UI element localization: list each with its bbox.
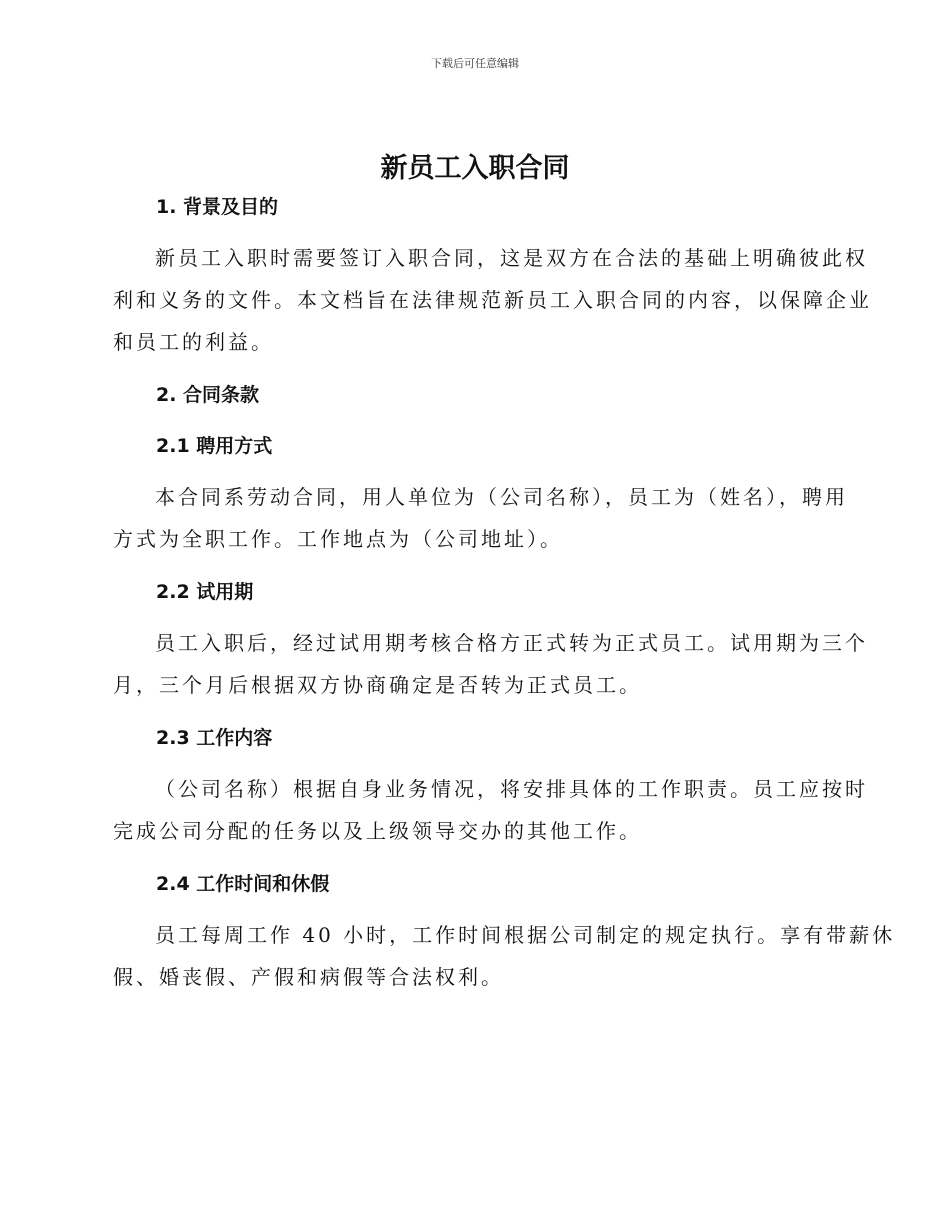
section-heading-job-content: 2.3 工作内容: [156, 727, 273, 749]
paragraph-line: 和员工的利益。: [113, 330, 274, 354]
paragraph-line: （公司名称）根据自身业务情况，将安排具体的工作职责。员工应按时: [155, 777, 868, 801]
section-heading-employment-method: 2.1 聘用方式: [156, 435, 273, 457]
section-paragraph-background: [113, 237, 872, 363]
section-heading-background: 1. 背景及目的: [156, 196, 279, 218]
section-paragraph-probation: [113, 622, 868, 706]
document-title: 新员工入职合同: [380, 153, 570, 184]
paragraph-line: 员工入职后，经过试用期考核合格方正式转为正式员工。试用期为三个: [155, 631, 868, 655]
paragraph-line: 假、婚丧假、产假和病假等合法权利。: [113, 965, 504, 989]
paragraph-line: 员工每周工作 40 小时，工作时间根据公司制定的规定执行。享有带薪休: [155, 923, 896, 947]
section-paragraph-job-content: [113, 768, 868, 852]
paragraph-line: 方式为全职工作。工作地点为（公司地址）。: [113, 527, 563, 551]
paragraph-line: 本合同系劳动合同，用人单位为（公司名称），员工为（姓名），聘用: [155, 485, 848, 509]
header-note: 下载后可任意编辑: [431, 57, 519, 70]
paragraph-line: 新员工入职时需要签订入职合同，这是双方在合法的基础上明确彼此权: [155, 246, 868, 270]
section-heading-contract-terms: 2. 合同条款: [156, 384, 260, 406]
paragraph-line: 月，三个月后根据双方协商确定是否转为正式员工。: [113, 673, 642, 697]
paragraph-line: 利和义务的文件。本文档旨在法律规范新员工入职合同的内容，以保障企业: [113, 288, 872, 312]
section-paragraph-working-hours: [113, 914, 896, 998]
section-paragraph-employment-method: [113, 476, 848, 560]
section-heading-probation: 2.2 试用期: [156, 581, 254, 603]
paragraph-line: 完成公司分配的任务以及上级领导交办的其他工作。: [113, 819, 642, 843]
section-heading-working-hours: 2.4 工作时间和休假: [156, 873, 330, 895]
